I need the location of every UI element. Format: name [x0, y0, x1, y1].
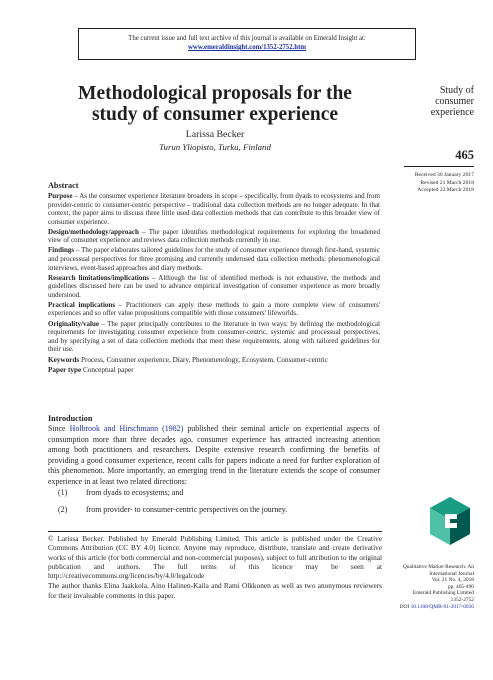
access-notice-text: The current issue and full text archive of this journal is available on Emerald Insight at: [128, 35, 366, 42]
doi-link[interactable]: 10.1108/QMR-01-2017-0036 [410, 603, 474, 610]
page-number-block [404, 145, 474, 167]
keywords-text: Process, Consumer experience, Diary, Phenomenology, Ecosystem, Consumer-centric [79, 355, 328, 364]
citation-link[interactable]: Holbrook and Hirschmann (1982) [69, 424, 184, 433]
doi-label: DOI [399, 603, 410, 610]
abstract-label: Originality/value [48, 319, 99, 328]
submission-dates [398, 172, 474, 195]
paper-type-label: Paper type [48, 366, 82, 375]
received-date: Received 30 January 2017 [414, 172, 474, 178]
running-title-line: consumer [435, 96, 474, 107]
introduction-section [48, 413, 380, 521]
citation-line: Vol. 21 No. 4, 2018 [431, 577, 474, 584]
list-number: (2) [58, 504, 68, 514]
journal-url-link[interactable]: www.emeraldinsight.com/1352-2752.htm [188, 44, 306, 51]
abstract-design [48, 228, 380, 245]
list-text: from provider- to consumer-centric perspectives on the journey. [86, 504, 288, 514]
abstract-practical [48, 301, 380, 318]
author-name: Larissa Becker [185, 129, 245, 140]
running-title-line: experience [430, 107, 474, 118]
abstract-label: Design/methodology/approach [48, 227, 139, 236]
directions-list [48, 488, 380, 515]
abstract-section [48, 181, 380, 375]
paper-type [48, 366, 380, 375]
citation-line: International Journal [429, 570, 474, 577]
author-affiliation: Turun Yliopisto, Turku, Finland [159, 142, 271, 152]
article-title-line-2: study of consumer experience [91, 104, 339, 125]
running-journal-title [404, 85, 474, 118]
accepted-date: Accepted 22 March 2018 [417, 187, 474, 193]
abstract-heading: Abstract [48, 181, 79, 190]
article-title-line-1: Methodological proposals for the [78, 83, 352, 104]
abstract-purpose [48, 192, 380, 226]
abstract-originality [48, 320, 380, 354]
abstract-label: Purpose [48, 192, 73, 200]
abstract-text: – The paper elaborates tailored guidelines for the study of consumer experience through first-hand, systemic and processual perspectives for three promising and currently underused data collection methods: phenomenological interviews, event-based approaches and diary methods. [48, 246, 380, 272]
acknowledgements: The author thanks Elina Jaakkola, Aino Halinen-Kaila and Rami Olkkonen as well as two anonymous reviewers for their invaluable comments in this paper. [48, 581, 382, 600]
citation-line: pp. 465-490 [447, 583, 474, 590]
journal-citation [398, 564, 474, 610]
list-item [48, 488, 380, 499]
abstract-label: Research limitations/implications [48, 273, 149, 282]
abstract-text: – Practitioners can apply these methods to gain a more complete view of consumers' experiences and so offer value propositions compatible with those consumers' lifeworlds. [48, 300, 380, 318]
page-number: 465 [455, 148, 474, 162]
abstract-findings [48, 246, 380, 272]
abstract-text: – The paper identifies methodological requirements for exploring the broadened view of consumer experience and reviews data collection methods currently in use. [48, 227, 380, 245]
emerald-open-access-logo-icon [428, 495, 472, 547]
paper-type-text: Conceptual paper [81, 366, 134, 375]
abstract-label: Findings [48, 246, 75, 255]
abstract-text: – As the consumer experience literature broadens in scope – specifically, from dyads to ecosystems and from provider-centric to consumer-centric perspective – traditional data collection methods are no longer adequate. In that context, the paper aims to discuss three little used data collection methods that can contribute to this broader view of consumer experience. [48, 192, 380, 226]
access-notice-box [78, 28, 416, 60]
running-title-line: Study of [439, 85, 474, 96]
abstract-text: – Although the list of identified methods is not exhaustive, the methods and guidelines discussed here can be used to advance empirical investigation of consumer experience as more broadly understood. [48, 273, 380, 299]
list-text: from dyads to ecosystems; and [86, 488, 184, 497]
list-item [48, 505, 380, 516]
article-title [40, 83, 390, 125]
citation-line: Qualitative Market Research: An [402, 564, 474, 570]
abstract-label: Practical implications [48, 300, 116, 309]
citation-line: Emerald Publishing Limited [412, 590, 474, 597]
list-number: (1) [58, 488, 68, 497]
footnote-divider [48, 531, 382, 532]
abstract-limitations [48, 274, 380, 300]
introduction-paragraph [48, 424, 380, 487]
keywords-label: Keywords [48, 355, 80, 364]
keywords [48, 356, 380, 365]
citation-line: 1352-2752 [450, 596, 474, 603]
abstract-text: – The paper principally contributes to the literature in two ways: by defining the methodological requirements for investigating consumer experience from consumer-centric, systemic and processual perspectives, and by specifying a set of data collection methods that meet these requirements, along with tailored guidelines for their use. [48, 319, 380, 354]
doi-line [398, 604, 474, 611]
intro-text: published their seminal article on experiential aspects of consumption more than three decades ago, consumer experience has attracted increasing attention among both practitioners and researchers. Despite extensive research confirming the benefits of providing a good consumer experience, recent calls for papers indicate a need for further exploration of this phenomenon. More importantly, an emerging trend in the literature extends the scope of consumer experience in at least two related directions: [48, 424, 380, 486]
introduction-heading: Introduction [48, 414, 93, 423]
intro-text: Since [48, 424, 70, 433]
footnote [48, 534, 382, 601]
revised-date: Revised 21 March 2018 [420, 179, 474, 186]
license-statement: © Larissa Becker. Published by Emerald Publishing Limited. This article is published under the Creative Commons Attribution (CC BY 4.0) licence. Anyone may reproduce, distribute, translate and create derivative works of this article (for both commercial and non-commercial purposes), subject to full attribution to the original publication and authors. The full terms of this licence may be seen at http://creativecommons.org/licences/by/4.0/legalcode [48, 534, 382, 581]
